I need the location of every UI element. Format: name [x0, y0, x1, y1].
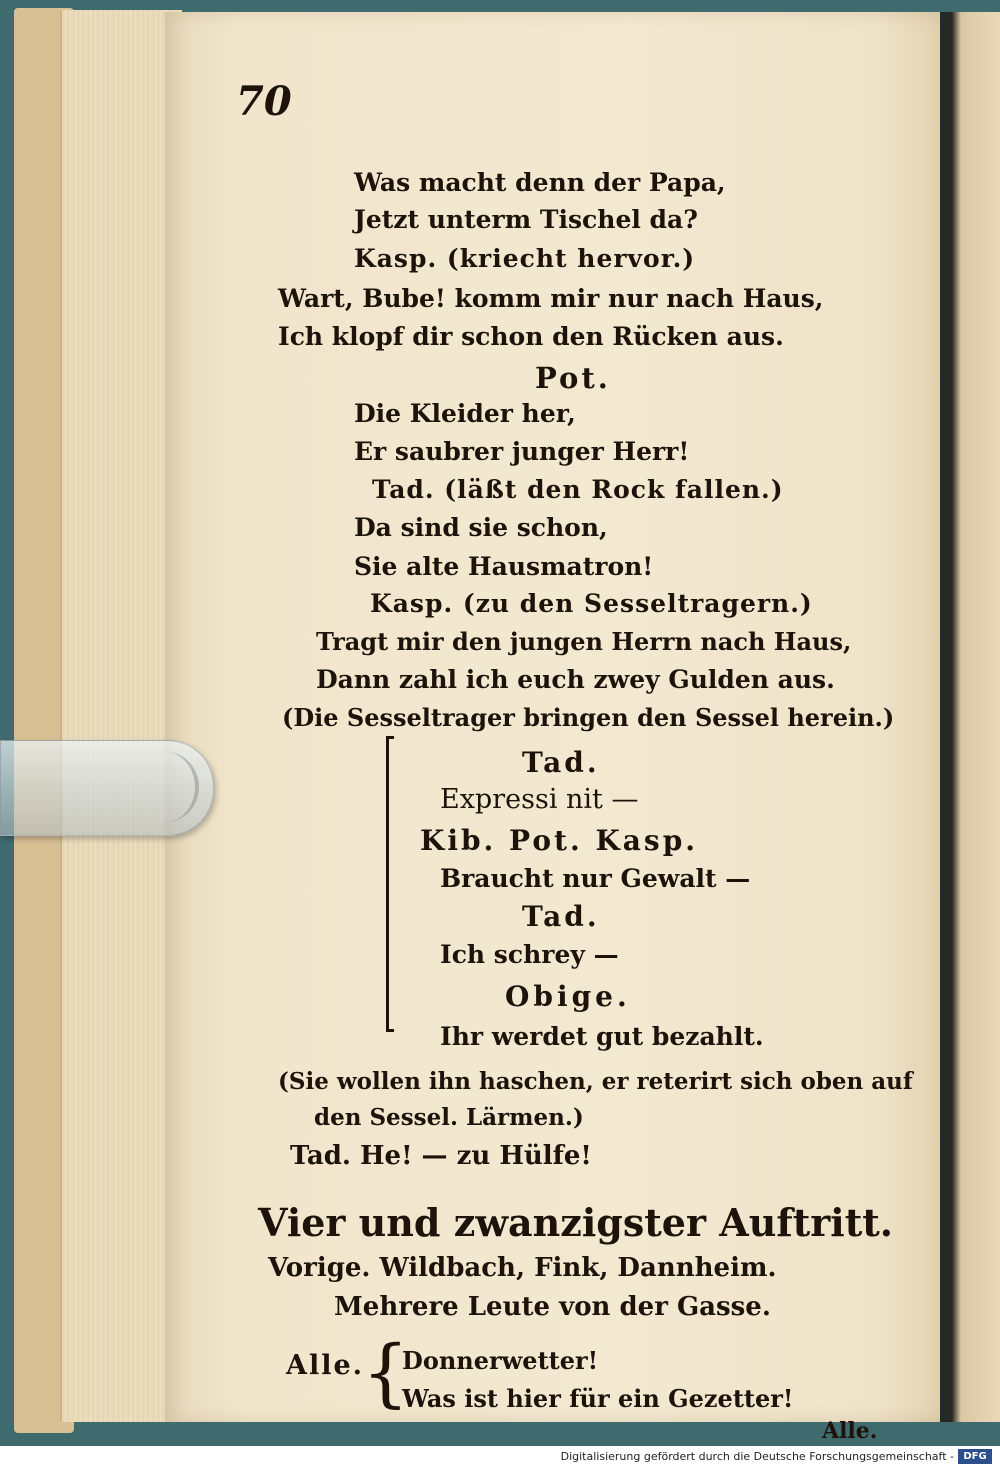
- speaker-line: Tad. He! — zu Hülfe!: [290, 1141, 592, 1171]
- dfg-logo: DFG: [958, 1449, 992, 1464]
- speaker-name: Alle.: [286, 1350, 365, 1381]
- scene-characters: Vorige. Wildbach, Fink, Dannheim.: [268, 1253, 777, 1283]
- text-line: Expressi nit —: [440, 784, 639, 815]
- facing-page-bleed: [960, 120, 1000, 1320]
- stage-direction: (Die Sesseltrager bringen den Sessel herein.): [282, 703, 895, 732]
- text-line: Was macht denn der Papa,: [354, 168, 726, 197]
- text-line: Donnerwetter!: [402, 1346, 599, 1375]
- text-line: Sie alte Hausmatron!: [354, 552, 654, 581]
- text-line: Ihr werdet gut bezahlt.: [440, 1022, 764, 1051]
- scene-heading: Vier und zwanzigster Auftritt.: [258, 1200, 894, 1245]
- speaker-name: Tad.: [522, 900, 600, 933]
- page-number: 70: [236, 78, 292, 125]
- footer-bar: [0, 1446, 1000, 1469]
- speaker-name: Tad.: [522, 746, 600, 779]
- brace-glyph: {: [362, 1330, 410, 1416]
- speaker-name: Pot.: [535, 361, 611, 395]
- page-stack-edge: [60, 10, 182, 1422]
- text-line: Er saubrer junger Herr!: [354, 437, 690, 466]
- text-line: Tragt mir den jungen Herrn nach Haus,: [316, 627, 852, 656]
- stage-direction: (Sie wollen ihn haschen, er reterirt sich oben auf: [278, 1068, 913, 1095]
- catchword: Alle.: [822, 1418, 878, 1444]
- text-line: Was ist hier für ein Gezetter!: [402, 1384, 794, 1413]
- speaker-names: Kib. Pot. Kasp.: [420, 824, 699, 857]
- speaker-line: Kasp. (kriecht hervor.): [354, 244, 696, 273]
- glass-page-clip: [0, 740, 214, 836]
- text-line: Ich schrey —: [440, 940, 619, 969]
- text-line: Jetzt unterm Tischel da?: [354, 205, 698, 234]
- speaker-name: Obige.: [505, 980, 631, 1013]
- stage-direction: den Sessel. Lärmen.): [314, 1104, 584, 1131]
- text-line: Da sind sie schon,: [354, 513, 608, 542]
- text-line: Braucht nur Gewalt —: [440, 864, 751, 893]
- speaker-line: Kasp. (zu den Sesseltragern.): [370, 589, 813, 618]
- funding-credit: Digitalisierung gefördert durch die Deutsche Forschungsgemeinschaft -: [560, 1450, 954, 1463]
- text-line: Dann zahl ich euch zwey Gulden aus.: [316, 665, 835, 694]
- text-line: Die Kleider her,: [354, 399, 576, 428]
- speaker-line: Tad. (läßt den Rock fallen.): [372, 475, 784, 504]
- text-line: Ich klopf dir schon den Rücken aus.: [278, 322, 784, 351]
- dialogue-bracket: [386, 736, 399, 1032]
- text-line: Wart, Bube! komm mir nur nach Haus,: [278, 284, 824, 313]
- scene-characters: Mehrere Leute von der Gasse.: [334, 1292, 771, 1322]
